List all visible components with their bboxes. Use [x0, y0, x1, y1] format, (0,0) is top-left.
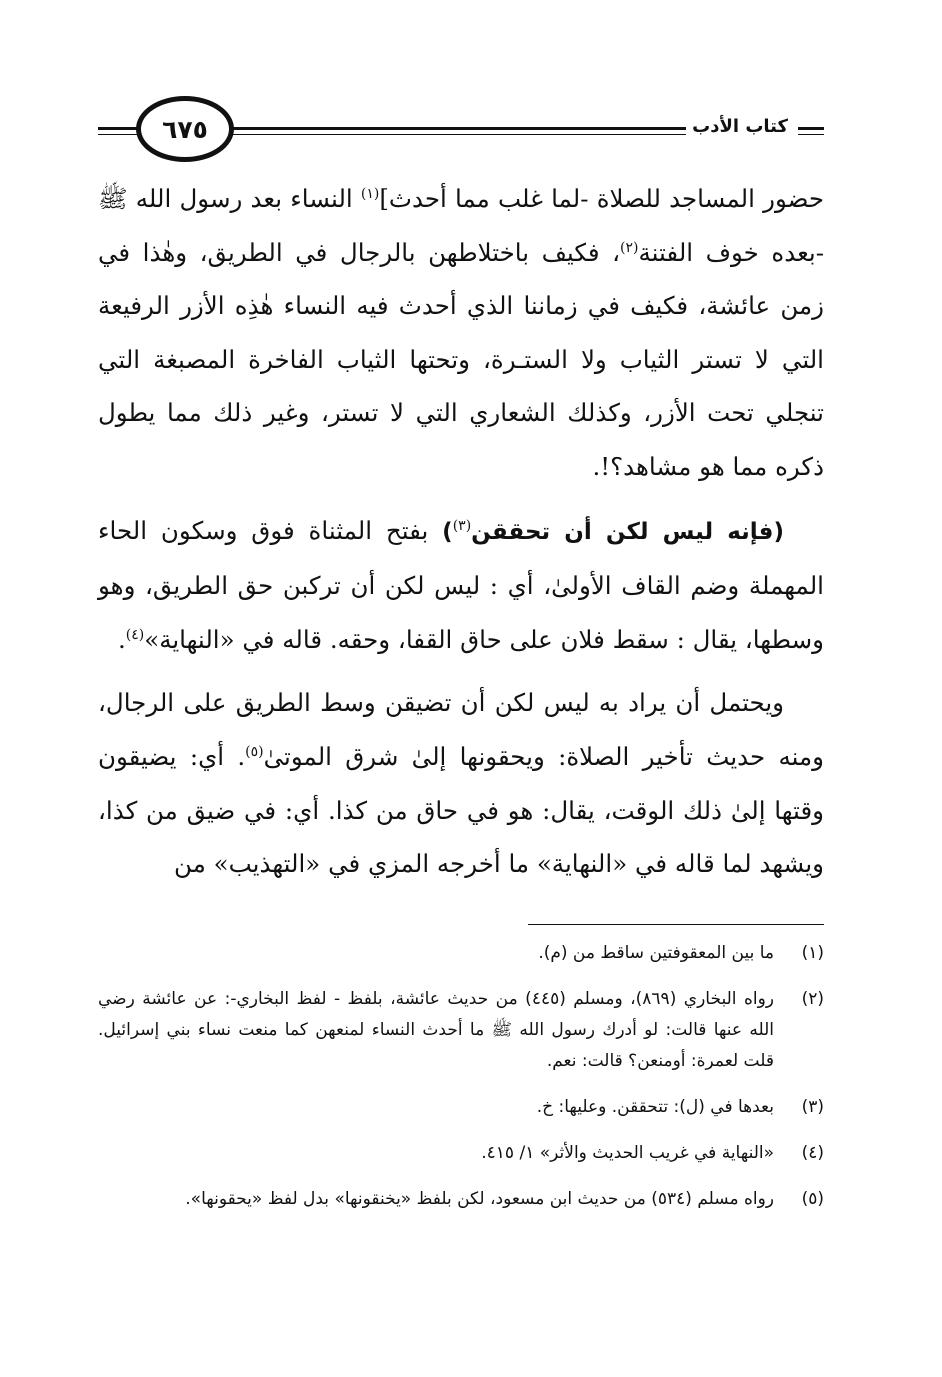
quoted-lemma-close: )	[442, 518, 453, 545]
footnote-marker: (٤)	[801, 1143, 824, 1163]
header-rule-right-thin	[798, 134, 824, 135]
header-rule-middle-thin	[230, 134, 750, 135]
footnote-1	[98, 938, 824, 969]
footnote-ref-5[interactable]: (٥)	[245, 743, 264, 760]
paragraph-2-text-a: بفتح المثناة فوق وسكون الحاء المهملة وضم القاف الأولىٰ، أي : ليس لكن أن تركبن حق الطريق، وهو وسطها، يقال : سقط فلان على حاق القفا، وحقه. قاله في «النهاية»	[98, 515, 824, 654]
footnote-ref-3[interactable]: (٣)	[452, 517, 472, 534]
paragraph-2-text-b: .	[117, 624, 126, 654]
header-rule-right	[798, 127, 824, 130]
footnote-ref-2[interactable]: (٢)	[620, 239, 639, 256]
footnote-3	[98, 1092, 824, 1123]
page-header	[98, 96, 824, 176]
footnote-text: ما بين المعقوفتين ساقط من (م).	[538, 943, 774, 963]
paragraph-3-text-a: ويحتمل أن يراد به ليس لكن أن تضيقن وسط الطريق على الرجال، ومنه حديث تأخير الصلاة: ويحقونها إلىٰ شرق الموتىٰ	[98, 688, 824, 771]
paragraph-1-text-c: ، فكيف باختلاطهن بالرجال في الطريق، وهٰذا في زمن عائشة، فكيف في زماننا الذي أحدث فيه النساء هٰذِه الأزر الرفيعة التي لا تستر الثياب ولا الستـرة، وتحتها الثياب الفاخرة المصبغة التي تنجلي تحت الأزر، وكذلك الشعاري التي لا تستر، وغير ذلك مما يطول ذكره مما هو مشاهد؟!.	[98, 237, 824, 481]
footnote-5	[98, 1184, 824, 1215]
footnote-text: رواه البخاري (٨٦٩)، ومسلم (٤٤٥) من حديث عائشة، بلفظ - لفظ البخاري-: عن عائشة رضي الله عنها قالت: لو أدرك رسول الله ﷺ ما أحدث النساء لمنعهن كما منعت نساء بني إسرائيل. قلت لعمرة: أومنعن؟ قالت: نعم.	[98, 989, 774, 1071]
header-rule-middle	[230, 127, 750, 130]
paragraph-2	[98, 504, 824, 667]
paragraph-3	[98, 676, 824, 890]
paragraph-1-text-a: حضور المساجد للصلاة -لما غلب مما أحدث]	[379, 184, 824, 213]
footnote-marker: (٣)	[801, 1097, 824, 1117]
footnote-marker: (٢)	[801, 989, 824, 1009]
footnote-text: «النهاية في غريب الحديث والأثر» ١/ ٤١٥.	[481, 1143, 774, 1163]
footnote-text: رواه مسلم (٥٣٤) من حديث ابن مسعود، لكن بلفظ «يخنقونها» بدل لفظ «يحقونها».	[185, 1189, 774, 1209]
running-title: كتاب الأدب	[686, 118, 794, 136]
paragraph-1	[98, 172, 824, 494]
page-number: ٦٧٥	[162, 114, 208, 144]
footnote-divider	[528, 924, 824, 925]
paragraph-3-text-b: . أي: يضيقون وقتها إلىٰ ذلك الوقت، يقال: هو في حاق من كذا. أي: في ضيق من كذا، ويشهد لما قاله في «النهاية» ما أخرجه المزي في «التهذيب» من	[98, 741, 824, 879]
footnote-marker: (١)	[801, 943, 824, 963]
footnote-4	[98, 1138, 824, 1169]
footnote-text: بعدها في (ل): تتحققن. وعليها: خ.	[536, 1097, 774, 1117]
footnote-2	[98, 984, 824, 1077]
quoted-lemma: (فإنه ليس لكن أن تحققن	[471, 518, 784, 545]
footnote-ref-1[interactable]: (١)	[360, 185, 380, 202]
main-text	[98, 172, 824, 891]
footnotes	[98, 938, 824, 1230]
footnote-ref-4[interactable]: (٤)	[125, 626, 145, 643]
page-number-badge	[136, 96, 234, 162]
paragraph-1-text-b: النساء بعد رسول الله ﷺ -بعده خوف الفتنة	[98, 184, 824, 267]
footnote-marker: (٥)	[801, 1189, 824, 1209]
